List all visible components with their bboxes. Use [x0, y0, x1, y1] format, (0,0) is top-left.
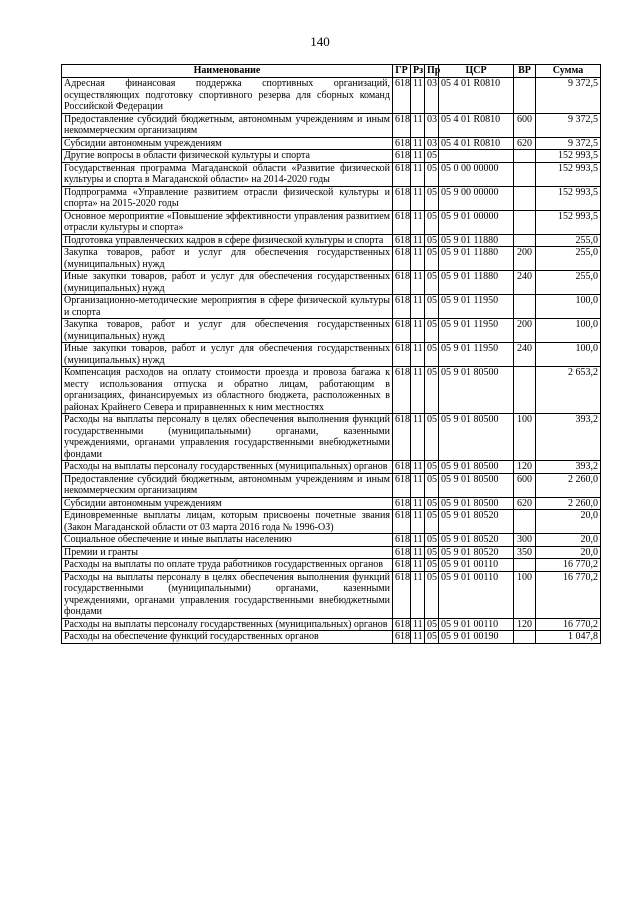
table-row: [62, 461, 601, 474]
cell-pr: 03: [425, 78, 439, 114]
cell-pr: 05: [425, 510, 439, 534]
cell-vr: 100: [514, 571, 536, 618]
cell-gr: 618: [393, 319, 411, 343]
table-row: [62, 150, 601, 163]
cell-sum: 393,2: [536, 414, 601, 461]
table-row: [62, 210, 601, 234]
cell-vr: 300: [514, 534, 536, 547]
table-row: [62, 546, 601, 559]
cell-name: Иные закупки товаров, работ и услуг для обеспечения государственных (муниципальных) нужд: [62, 271, 393, 295]
cell-gr: 618: [393, 162, 411, 186]
cell-pr: 05: [425, 473, 439, 497]
table-row: [62, 510, 601, 534]
cell-pr: 05: [425, 497, 439, 510]
cell-vr: [514, 631, 536, 644]
cell-gr: 618: [393, 461, 411, 474]
cell-name: Государственная программа Магаданской области «Развитие физической культуры и спорта в Магаданской области» на 2014-2020 годы: [62, 162, 393, 186]
cell-pr: 05: [425, 546, 439, 559]
cell-pr: 05: [425, 414, 439, 461]
cell-gr: 618: [393, 618, 411, 631]
table-row: [62, 473, 601, 497]
cell-csr: 05 9 01 80520: [439, 546, 514, 559]
header-csr: ЦСР: [439, 65, 514, 78]
cell-vr: [514, 295, 536, 319]
cell-sum: 393,2: [536, 461, 601, 474]
table-row: [62, 247, 601, 271]
cell-rz: 11: [411, 473, 425, 497]
cell-sum: 152 993,5: [536, 210, 601, 234]
cell-pr: 05: [425, 210, 439, 234]
table-row: [62, 414, 601, 461]
cell-pr: 03: [425, 113, 439, 137]
cell-sum: 152 993,5: [536, 162, 601, 186]
table-row: [62, 343, 601, 367]
table-row: [62, 497, 601, 510]
cell-sum: 2 260,0: [536, 473, 601, 497]
cell-name: Предоставление субсидий бюджетным, автономным учреждениям и иным некоммерческим организациям: [62, 473, 393, 497]
table-row: [62, 271, 601, 295]
cell-sum: 20,0: [536, 534, 601, 547]
cell-rz: 11: [411, 631, 425, 644]
cell-vr: 200: [514, 247, 536, 271]
header-name: Наименование: [62, 65, 393, 78]
table-row: [62, 295, 601, 319]
cell-csr: 05 4 01 R0810: [439, 113, 514, 137]
cell-rz: 11: [411, 137, 425, 150]
cell-sum: 9 372,5: [536, 78, 601, 114]
cell-vr: [514, 367, 536, 414]
cell-csr: 05 9 01 11880: [439, 271, 514, 295]
cell-rz: 11: [411, 162, 425, 186]
header-sum: Сумма: [536, 65, 601, 78]
cell-gr: 618: [393, 546, 411, 559]
cell-rz: 11: [411, 414, 425, 461]
header-rz: Рз: [411, 65, 425, 78]
cell-vr: [514, 162, 536, 186]
cell-vr: 200: [514, 319, 536, 343]
cell-gr: 618: [393, 571, 411, 618]
cell-vr: 240: [514, 271, 536, 295]
cell-name: Расходы на выплаты персоналу в целях обеспечения выполнения функций государственными (муниципальными) органами, казенными учреждениями, органами управления государственными внебюджетными фондами: [62, 414, 393, 461]
cell-name: Субсидии автономным учреждениям: [62, 137, 393, 150]
cell-sum: 16 770,2: [536, 559, 601, 572]
cell-csr: 05 9 01 80520: [439, 534, 514, 547]
cell-pr: 05: [425, 247, 439, 271]
cell-name: Другие вопросы в области физической культуры и спорта: [62, 150, 393, 163]
cell-name: Компенсация расходов на оплату стоимости проезда и провоза багажа к месту использования отпуска и обратно лицам, работающим в организациях, финансируемых из областного бюджета, расположенных в районах Крайнего Севера и приравненных к ним местностях: [62, 367, 393, 414]
cell-csr: 05 4 01 R0810: [439, 137, 514, 150]
cell-rz: 11: [411, 234, 425, 247]
cell-rz: 11: [411, 271, 425, 295]
cell-csr: 05 9 01 80500: [439, 367, 514, 414]
table-row: [62, 162, 601, 186]
cell-sum: 152 993,5: [536, 150, 601, 163]
cell-vr: 100: [514, 414, 536, 461]
cell-vr: 350: [514, 546, 536, 559]
cell-name: Субсидии автономным учреждениям: [62, 497, 393, 510]
cell-gr: 618: [393, 414, 411, 461]
cell-pr: 05: [425, 571, 439, 618]
table-row: [62, 367, 601, 414]
cell-csr: 05 0 00 00000: [439, 162, 514, 186]
cell-gr: 618: [393, 343, 411, 367]
table-row: [62, 319, 601, 343]
cell-csr: 05 9 01 00110: [439, 571, 514, 618]
cell-vr: [514, 559, 536, 572]
cell-sum: 2 653,2: [536, 367, 601, 414]
cell-sum: 9 372,5: [536, 137, 601, 150]
cell-vr: [514, 210, 536, 234]
cell-pr: 05: [425, 186, 439, 210]
table-row: [62, 234, 601, 247]
cell-gr: 618: [393, 150, 411, 163]
cell-vr: [514, 510, 536, 534]
cell-gr: 618: [393, 510, 411, 534]
cell-vr: 600: [514, 473, 536, 497]
cell-sum: 2 260,0: [536, 497, 601, 510]
header-row: [62, 65, 601, 78]
cell-pr: 05: [425, 367, 439, 414]
cell-pr: 05: [425, 534, 439, 547]
table-row: [62, 137, 601, 150]
cell-csr: 05 4 01 R0810: [439, 78, 514, 114]
cell-name: Расходы на обеспечение функций государственных органов: [62, 631, 393, 644]
cell-sum: 9 372,5: [536, 113, 601, 137]
cell-pr: 05: [425, 618, 439, 631]
cell-name: Закупка товаров, работ и услуг для обеспечения государственных (муниципальных) нужд: [62, 319, 393, 343]
cell-csr: 05 9 01 11880: [439, 247, 514, 271]
cell-csr: 05 9 01 80520: [439, 510, 514, 534]
cell-rz: 11: [411, 367, 425, 414]
cell-csr: 05 9 01 11950: [439, 319, 514, 343]
cell-rz: 11: [411, 497, 425, 510]
cell-gr: 618: [393, 271, 411, 295]
cell-sum: 255,0: [536, 247, 601, 271]
cell-name: Основное мероприятие «Повышение эффективности управления развитием отрасли культуры и спорта»: [62, 210, 393, 234]
table-row: [62, 618, 601, 631]
cell-sum: 152 993,5: [536, 186, 601, 210]
header-vr: ВР: [514, 65, 536, 78]
cell-csr: 05 9 01 80500: [439, 497, 514, 510]
cell-name: Единовременные выплаты лицам, которым присвоены почетные звания (Закон Магаданской области от 03 марта 2016 года № 1996-ОЗ): [62, 510, 393, 534]
cell-sum: 1 047,8: [536, 631, 601, 644]
cell-vr: 620: [514, 497, 536, 510]
cell-name: Расходы на выплаты по оплате труда работников государственных органов: [62, 559, 393, 572]
cell-csr: 05 9 01 80500: [439, 414, 514, 461]
cell-rz: 11: [411, 618, 425, 631]
cell-gr: 618: [393, 367, 411, 414]
cell-gr: 618: [393, 234, 411, 247]
cell-pr: 05: [425, 559, 439, 572]
table-row: [62, 534, 601, 547]
cell-sum: 20,0: [536, 546, 601, 559]
cell-rz: 11: [411, 510, 425, 534]
cell-rz: 11: [411, 571, 425, 618]
cell-gr: 618: [393, 137, 411, 150]
cell-vr: 120: [514, 618, 536, 631]
cell-vr: [514, 186, 536, 210]
cell-rz: 11: [411, 559, 425, 572]
cell-rz: 11: [411, 319, 425, 343]
cell-sum: 100,0: [536, 295, 601, 319]
cell-pr: 05: [425, 631, 439, 644]
cell-sum: 100,0: [536, 343, 601, 367]
cell-sum: 20,0: [536, 510, 601, 534]
table-row: [62, 78, 601, 114]
table-header: [62, 65, 601, 78]
cell-pr: 05: [425, 295, 439, 319]
cell-rz: 11: [411, 295, 425, 319]
cell-rz: 11: [411, 247, 425, 271]
cell-gr: 618: [393, 497, 411, 510]
table-row: [62, 186, 601, 210]
table-row: [62, 113, 601, 137]
header-pr: Пр: [425, 65, 439, 78]
cell-rz: 11: [411, 343, 425, 367]
table-row: [62, 559, 601, 572]
cell-vr: [514, 78, 536, 114]
cell-rz: 11: [411, 113, 425, 137]
cell-name: Подпрограмма «Управление развитием отрасли физической культуры и спорта» на 2015-2020 годы: [62, 186, 393, 210]
cell-name: Подготовка управленческих кадров в сфере физической культуры и спорта: [62, 234, 393, 247]
cell-name: Предоставление субсидий бюджетным, автономным учреждениям и иным некоммерческим организациям: [62, 113, 393, 137]
cell-csr: 05 9 00 00000: [439, 186, 514, 210]
cell-pr: 05: [425, 461, 439, 474]
cell-rz: 11: [411, 186, 425, 210]
cell-name: Расходы на выплаты персоналу в целях обеспечения выполнения функций государственными (муниципальными) органами, казенными учреждениями, органами управления государственными внебюджетными фондами: [62, 571, 393, 618]
cell-csr: 05 9 01 00190: [439, 631, 514, 644]
cell-vr: 600: [514, 113, 536, 137]
cell-sum: 255,0: [536, 271, 601, 295]
cell-csr: [439, 150, 514, 163]
cell-rz: 11: [411, 534, 425, 547]
cell-name: Социальное обеспечение и иные выплаты населению: [62, 534, 393, 547]
cell-sum: 255,0: [536, 234, 601, 247]
cell-vr: 620: [514, 137, 536, 150]
cell-pr: 05: [425, 271, 439, 295]
cell-vr: [514, 234, 536, 247]
cell-vr: 120: [514, 461, 536, 474]
cell-csr: 05 9 01 11950: [439, 295, 514, 319]
cell-rz: 11: [411, 150, 425, 163]
cell-gr: 618: [393, 113, 411, 137]
cell-gr: 618: [393, 247, 411, 271]
cell-pr: 03: [425, 137, 439, 150]
cell-gr: 618: [393, 559, 411, 572]
cell-gr: 618: [393, 534, 411, 547]
page-number: 140: [310, 34, 330, 49]
table-body: [62, 78, 601, 644]
cell-csr: 05 9 01 00110: [439, 618, 514, 631]
cell-gr: 618: [393, 78, 411, 114]
cell-pr: 05: [425, 234, 439, 247]
cell-rz: 11: [411, 210, 425, 234]
cell-pr: 05: [425, 319, 439, 343]
cell-csr: 05 9 01 00110: [439, 559, 514, 572]
cell-rz: 11: [411, 461, 425, 474]
cell-gr: 618: [393, 473, 411, 497]
cell-name: Расходы на выплаты персоналу государственных (муниципальных) органов: [62, 618, 393, 631]
cell-csr: 05 9 01 80500: [439, 473, 514, 497]
cell-csr: 05 9 01 11880: [439, 234, 514, 247]
cell-name: Адресная финансовая поддержка спортивных организаций, осуществляющих подготовку спортивного резерва для сборных команд Российской Федерации: [62, 78, 393, 114]
cell-rz: 11: [411, 78, 425, 114]
cell-pr: 05: [425, 150, 439, 163]
cell-name: Иные закупки товаров, работ и услуг для обеспечения государственных (муниципальных) нужд: [62, 343, 393, 367]
cell-pr: 05: [425, 343, 439, 367]
cell-name: Закупка товаров, работ и услуг для обеспечения государственных (муниципальных) нужд: [62, 247, 393, 271]
cell-sum: 16 770,2: [536, 571, 601, 618]
cell-pr: 05: [425, 162, 439, 186]
cell-gr: 618: [393, 210, 411, 234]
cell-name: Премии и гранты: [62, 546, 393, 559]
cell-sum: 16 770,2: [536, 618, 601, 631]
cell-rz: 11: [411, 546, 425, 559]
cell-csr: 05 9 01 00000: [439, 210, 514, 234]
cell-name: Организационно-методические мероприятия в сфере физической культуры и спорта: [62, 295, 393, 319]
budget-table: [61, 64, 601, 644]
cell-vr: 240: [514, 343, 536, 367]
cell-csr: 05 9 01 80500: [439, 461, 514, 474]
cell-gr: 618: [393, 186, 411, 210]
cell-gr: 618: [393, 295, 411, 319]
cell-name: Расходы на выплаты персоналу государственных (муниципальных) органов: [62, 461, 393, 474]
cell-sum: 100,0: [536, 319, 601, 343]
table-row: [62, 571, 601, 618]
cell-gr: 618: [393, 631, 411, 644]
header-gr: ГР: [393, 65, 411, 78]
cell-csr: 05 9 01 11950: [439, 343, 514, 367]
table-row: [62, 631, 601, 644]
cell-vr: [514, 150, 536, 163]
